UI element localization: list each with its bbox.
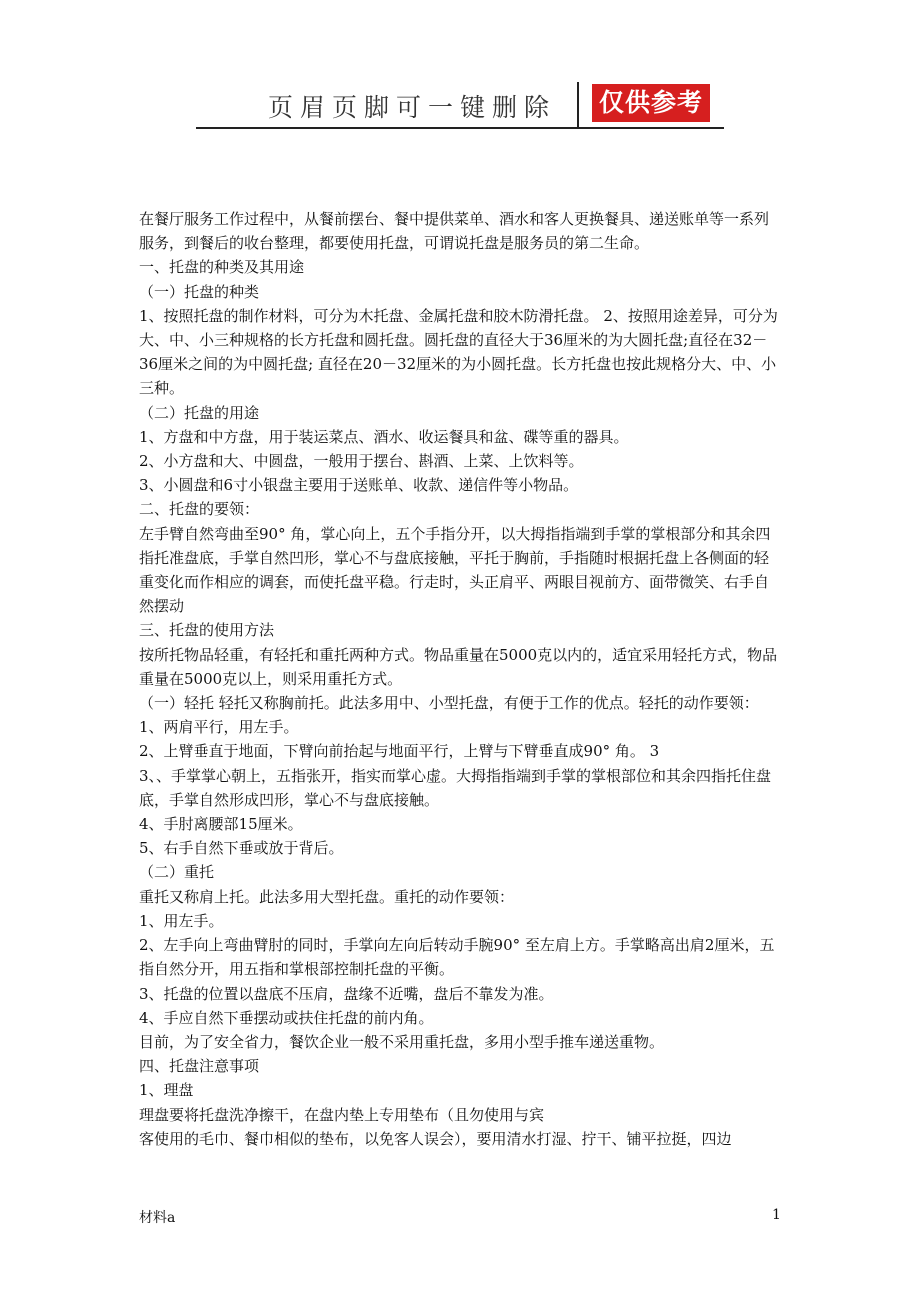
document-body <box>139 207 782 1151</box>
paragraph: 重托又称肩上托。此法多用大型托盘。重托的动作要领： <box>139 887 515 906</box>
section-heading: 一、托盘的种类及其用途 <box>139 258 305 277</box>
subsection-heading: （二）重托 <box>139 863 215 882</box>
paragraph: 4、手肘离腰部15厘米。 <box>139 815 303 834</box>
paragraph: 按所托物品轻重，有轻托和重托两种方式。物品重量在5000克以内的，适宜采用轻托方式，物品重量在5000克以上，则采用重托方式。 <box>139 645 778 688</box>
paragraph: 1、用左手。 <box>139 911 224 930</box>
paragraph: 1、两肩平行，用左手。 <box>139 718 299 737</box>
subsection-heading: （二）托盘的用途 <box>139 403 260 422</box>
paragraph: 3、、手掌掌心朝上，五指张开，指实而掌心虚。大拇指指端到手掌的掌根部位和其余四指托住盘底，手掌自然形成凹形，掌心不与盘底接触。 <box>139 766 772 809</box>
paragraph: 2、小方盘和大、中圆盘，一般用于摆台、斟酒、上菜、上饮料等。 <box>139 452 584 471</box>
paragraph: 4、手应自然下垂摆动或扶住托盘的前内角。 <box>139 1008 434 1027</box>
subsection-heading: （一）托盘的种类 <box>139 282 260 301</box>
paragraph: 目前，为了安全省力，餐饮企业一般不采用重托盘，多用小型手推车递送重物。 <box>139 1032 665 1051</box>
header-divider <box>577 82 579 128</box>
section-heading: 四、托盘注意事项 <box>139 1057 260 1076</box>
paragraph: 1、按照托盘的制作材料，可分为木托盘、金属托盘和胶木防滑托盘。 2、按照用途差异，可分为大、中、小三种规格的长方托盘和圆托盘。圆托盘的直径大于36厘米的为大圆托盘;直径在32－36厘米之间的为中圆托盘; 直径在20－32厘米的为小圆托盘。长方托盘也按此规格分大、中、小三种。 <box>139 306 778 398</box>
intro-paragraph: 在餐厅服务工作过程中，从餐前摆台、餐中提供菜单、酒水和客人更换餐具、递送账单等一系列服务，到餐后的收台整理，都要使用托盘，可谓说托盘是服务员的第二生命。 <box>139 210 770 253</box>
header-rule <box>196 127 724 129</box>
paragraph: 5、右手自然下垂或放于背后。 <box>139 839 344 858</box>
page-header <box>0 0 920 140</box>
section-heading: 二、托盘的要领： <box>139 500 260 519</box>
header-title: 页眉页脚可一键删除 <box>268 93 557 122</box>
reference-only-badge: 仅供参考 <box>592 84 710 122</box>
paragraph: （一）轻托 轻托又称胸前托。此法多用中、小型托盘，有便于工作的优点。轻托的动作要领： <box>139 694 759 713</box>
paragraph: 2、左手向上弯曲臂肘的同时，手掌向左向后转动手腕90° 至左肩上方。手掌略高出肩2厘米，五指自然分开，用五指和掌根部控制托盘的平衡。 <box>139 936 775 979</box>
paragraph: 左手臂自然弯曲至90° 角，掌心向上，五个手指分开，以大拇指指端到手掌的掌根部分和其余四指托准盘底，手掌自然凹形，掌心不与盘底接触，平托于胸前，手指随时根据托盘上各侧面的轻重变化而作相应的调套，而使托盘平稳。行走时，头正肩平、两眼目视前方、面带微笑、右手自然摆动 <box>139 524 771 616</box>
footer-label: 材料a <box>139 1210 176 1226</box>
page-number: 1 <box>772 1207 781 1223</box>
section-heading: 三、托盘的使用方法 <box>139 621 275 640</box>
paragraph: 理盘要将托盘洗净擦干，在盘内垫上专用垫布（且勿使用与宾 <box>139 1105 545 1124</box>
paragraph: 1、理盘 <box>139 1081 194 1100</box>
paragraph: 3、小圆盘和6寸小银盘主要用于送账单、收款、递信件等小物品。 <box>139 476 579 495</box>
paragraph: 客使用的毛巾、餐巾相似的垫布，以免客人误会），要用清水打湿、拧干、铺平拉挺，四边 <box>139 1129 732 1148</box>
paragraph: 3、托盘的位置以盘底不压肩，盘缘不近嘴，盘后不靠发为准。 <box>139 984 554 1003</box>
paragraph: 2、上臂垂直于地面，下臂向前抬起与地面平行，上臂与下臂垂直成90° 角。 3 <box>139 742 660 761</box>
paragraph: 1、方盘和中方盘，用于装运菜点、酒水、收运餐具和盆、碟等重的器具。 <box>139 427 629 446</box>
